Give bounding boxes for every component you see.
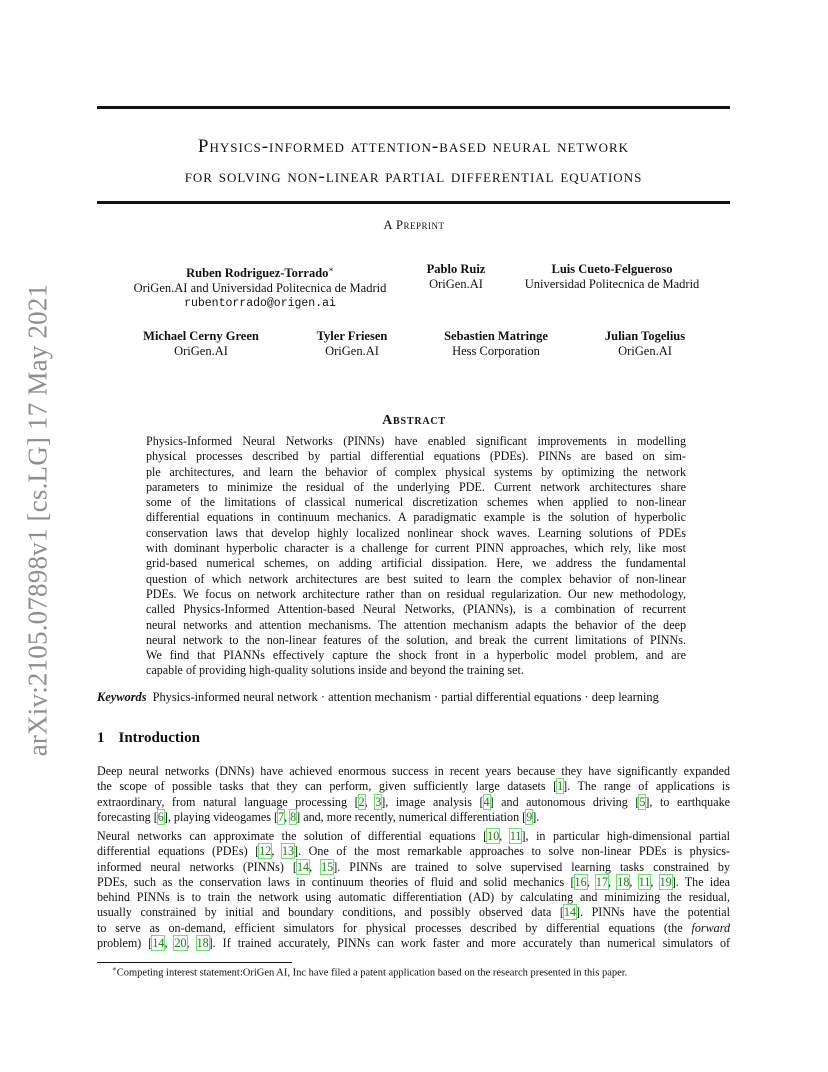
author-affiliation: Universidad Politecnica de Madrid (524, 277, 700, 291)
paragraph-line (97, 844, 730, 859)
abstract-line: Physics-Informed Neural Networks (PINNs) have enabled significant improvements in modelling (146, 434, 686, 448)
text-run: ] and, more recently, numerical differentiation [ (296, 809, 527, 824)
text-run: , (271, 844, 282, 859)
citation-link[interactable]: 4 (483, 794, 490, 809)
paragraph-line (97, 936, 730, 951)
text-run: , (586, 874, 596, 889)
title-top-rule (97, 106, 730, 109)
citation-link[interactable]: 3 (375, 794, 382, 809)
text-run: ]. PINNs have the potential (576, 905, 730, 920)
text-run: ]. PINNs are trained to solve supervised learning tasks constrained by (333, 859, 730, 874)
citation-link[interactable]: 12 (259, 844, 272, 859)
abstract-line: ple architectures, and learn the behavior of complex physical systems by optimizing the network (146, 464, 686, 479)
text-run: , (284, 809, 291, 824)
citation-link[interactable]: 15 (321, 859, 334, 874)
title-line-1: Physics-informed attention-based neural network (197, 136, 630, 157)
text-run: to serve as on-demand, efficient simulators for physical processes described by differential equations (the (97, 920, 692, 935)
text-run: ]. The idea (671, 874, 730, 889)
text-run: , (309, 859, 322, 874)
text-run: ], image analysis [ (381, 794, 484, 809)
text-run: , (499, 829, 510, 843)
abstract-line: parameters to minimize the residual of the underlying PDE. Current network architectures share (146, 479, 686, 494)
text-run: forecasting [ (97, 809, 158, 824)
paragraph-line (97, 921, 730, 936)
author-name: Pablo Ruiz (426, 262, 486, 276)
author-affiliation: Hess Corporation (452, 344, 540, 358)
citation-link[interactable]: 9 (526, 809, 533, 824)
text-run: ]. One of the most remarkable approaches to solve non-linear PDEs is physics- (294, 844, 730, 859)
abstract-line: conservation laws that develop highly localized nonlinear shock waves. Learning solutions of PDEs (146, 525, 686, 540)
abstract-line: with dominant hyperbolic character is a challenge for current PINN approaches, which rely, like most (146, 541, 686, 556)
paragraph-line (97, 905, 730, 920)
citation-link[interactable]: 19 (659, 874, 672, 889)
text-run: PDEs, such as the conservation laws in continuum theories of fluid and solid mechanics [ (97, 874, 575, 889)
citation-link[interactable]: 7 (278, 809, 285, 824)
author-affiliation: OriGen.AI (429, 277, 483, 291)
text-run: , (186, 936, 197, 951)
abstract-heading: Abstract (382, 413, 446, 428)
paragraph-line (97, 860, 730, 875)
text-run: ]. If trained accurately, PINNs can work faster and more accurately than numerical simulators of (208, 936, 731, 951)
section-number: 1 (97, 730, 105, 746)
title-line-2: for solving non-linear partial differential equations (184, 166, 643, 187)
footnote-mark: ∗ (328, 265, 334, 274)
author-affiliation: OriGen.AI (174, 344, 228, 358)
keywords-label: Keywords (97, 690, 147, 704)
paragraph-line (97, 890, 730, 905)
keywords-text: Physics-informed neural network · attention mechanism · partial differential equations · deep learning (152, 690, 659, 704)
author-block (430, 329, 562, 359)
paragraph-line (97, 795, 730, 810)
footnote (112, 965, 627, 979)
preprint-label: A Preprint (383, 218, 445, 232)
keywords (97, 690, 730, 705)
abstract-line: differential equations in continuum mechanics. A paradigmatic example is the solution of hyperbolic (146, 510, 686, 525)
section-heading (97, 730, 200, 747)
text-run: informed neural networks (PINNs) [ (97, 859, 297, 874)
citation-link[interactable]: 18 (617, 874, 630, 889)
abstract-body (146, 434, 686, 679)
author-block (298, 329, 406, 359)
citation-link[interactable]: 11 (509, 829, 522, 843)
citation-link[interactable]: 11 (638, 874, 651, 889)
text-run: , (650, 874, 660, 889)
citation-link[interactable]: 16 (574, 874, 587, 889)
author-name: Luis Cueto-Felgueroso (551, 262, 673, 276)
title-bottom-rule (97, 201, 730, 204)
text-run: ], to earthquake (645, 794, 731, 809)
citation-link[interactable]: 14 (296, 859, 310, 874)
citation-link[interactable]: 5 (639, 794, 646, 809)
text-run: Neural networks can approximate the solution of differential equations [ (97, 829, 488, 843)
text-run: ]. (532, 809, 540, 824)
text-run: ]. The range of applications is (563, 779, 730, 794)
text-run: , (164, 936, 175, 951)
citation-link[interactable]: 18 (196, 936, 209, 951)
citation-link[interactable]: 14 (152, 936, 165, 951)
paragraph-line (97, 829, 730, 844)
text-run: usually constrained by initial and boundary conditions, and possibly observed data [ (97, 905, 564, 920)
paragraph-line (97, 764, 730, 779)
author-name: Sebastien Matringe (444, 329, 548, 343)
paper-title (97, 132, 730, 192)
text-run: problem) [ (97, 936, 153, 951)
author-affiliation: OriGen.AI (618, 344, 672, 358)
section-title: Introduction (118, 730, 200, 746)
footnote-text: Competing interest statement:OriGen AI, Inc have filed a patent application based on the research presented in this paper. (116, 967, 628, 979)
citation-link[interactable]: 14 (563, 905, 576, 920)
citation-link[interactable]: 13 (281, 844, 295, 859)
paragraph-line (97, 779, 730, 794)
abstract-line: neural network to the non-linear features of the solution, and break the current limitations of PINNs. (146, 632, 686, 647)
abstract-line: We find that PIANNs effectively capture the shock front in a hyperbolic model problem, and are (146, 648, 686, 663)
text-run: Deep neural networks (DNNs) have achieved enormous success in recent years because they have significantly expanded (97, 764, 730, 778)
author-block (112, 262, 408, 311)
footnote-rule (97, 962, 292, 963)
citation-link[interactable]: 1 (557, 779, 564, 794)
text-run: , (364, 794, 376, 809)
text-run: ], playing videogames [ (163, 809, 279, 824)
intro-paragraph-2 (97, 829, 730, 951)
citation-link[interactable]: 20 (174, 936, 187, 951)
text-run: differential equations (PDEs) [ (97, 844, 260, 859)
abstract-line: capable of providing high-quality solutions inside and beyond the training set. (146, 663, 524, 678)
text-run: extraordinary, from natural language processing [ (97, 794, 359, 809)
abstract-line: grid-based numerical schemes, on adding artificial dissipation. Here, we address the fundamental (146, 556, 686, 571)
author-block (412, 262, 500, 292)
text-run: behind PINNs is to train the network using automatic differentiation (AD) by calculating and minimizing the residual, (97, 890, 730, 905)
citation-link[interactable]: 8 (290, 809, 297, 824)
abstract-line: neural networks and attention mechanisms. The attention mechanism adapts the behavior of the deep (146, 617, 686, 632)
author-name: Ruben Rodriguez-Torrado (186, 266, 329, 281)
abstract-line: some of the limitations of classical numerical discretization schemes when applied to non-linear (146, 495, 686, 510)
emphasized-text: forward (691, 920, 730, 935)
text-run: , (629, 874, 639, 889)
author-name: Julian Togelius (604, 329, 686, 343)
intro-paragraph-1 (97, 764, 730, 825)
author-name: Michael Cerny Green (143, 329, 259, 343)
arxiv-identifier: arXiv:2105.07898v1 [cs.LG] 17 May 2021 (22, 283, 53, 757)
abstract-line: question of which network architectures are best suited to learn the complex behavior of non-linear (146, 571, 686, 586)
paragraph-line (97, 810, 730, 825)
text-run: ], in particular high-dimensional partial (521, 829, 730, 843)
text-run: the scope of possible tasks that they can perform, given sufficiently large datasets [ (97, 779, 558, 794)
author-email[interactable]: rubentorrado@origen.ai (184, 297, 336, 311)
abstract-line: physical processes described by partial differential equations (PDEs). PINNs are based on sim- (146, 449, 686, 464)
author-block (134, 329, 268, 359)
citation-link[interactable]: 10 (487, 829, 500, 843)
citation-link[interactable]: 2 (358, 794, 365, 809)
author-block (512, 262, 712, 292)
abstract-line: called Physics-Informed Attention-based Neural Networks, (PIANNs), is a combination of recurrent (146, 602, 686, 617)
text-run: , (608, 874, 618, 889)
abstract-line: PDEs. We focus on network architecture rather than on residual regularization. Our new methodology, (146, 586, 686, 601)
paragraph-line (97, 875, 730, 890)
author-block (592, 329, 698, 359)
author-affiliation: OriGen.AI and Universidad Politecnica de Madrid (133, 281, 387, 296)
author-affiliation: OriGen.AI (325, 344, 379, 358)
text-run: ] and autonomous driving [ (489, 794, 640, 809)
footnote-mark: ∗ (112, 965, 117, 973)
citation-link[interactable]: 6 (157, 809, 164, 824)
citation-link[interactable]: 17 (595, 874, 609, 889)
author-name: Tyler Friesen (316, 329, 388, 343)
